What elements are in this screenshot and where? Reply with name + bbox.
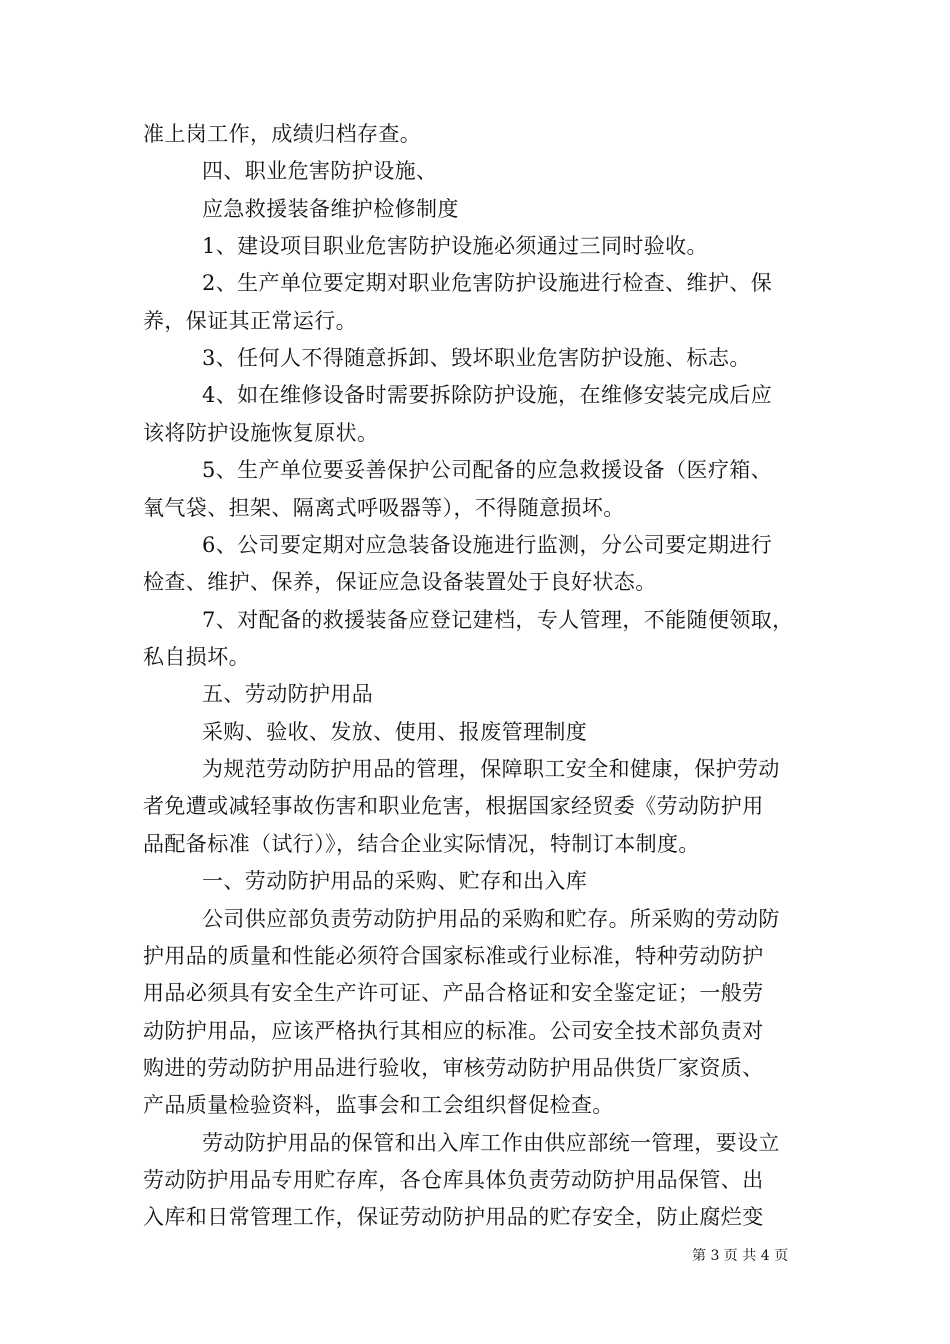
- text-line: 准上岗工作，成绩归档存查。: [143, 122, 422, 146]
- text-line: 劳动防护用品的保管和出入库工作由供应部统一管理，要设立: [202, 1131, 780, 1155]
- text-line: 用品必须具有安全生产许可证、产品合格证和安全鉴定证；一般劳: [143, 981, 764, 1005]
- text-line: 养，保证其正常运行。: [143, 309, 357, 333]
- text-line: 者免遭或减轻事故伤害和职业危害，根据国家经贸委《劳动防护用: [143, 794, 764, 818]
- text-line: 3、任何人不得随意拆卸、毁坏职业危害防护设施、标志。: [202, 346, 751, 370]
- text-line: 该将防护设施恢复原状。: [143, 421, 379, 445]
- section-heading: 应急救援装备维护检修制度: [202, 197, 459, 221]
- section-heading: 采购、验收、发放、使用、报废管理制度: [202, 720, 588, 744]
- text-line: 产品质量检验资料，监事会和工会组织督促检查。: [143, 1093, 614, 1117]
- text-line: 私自损坏。: [143, 645, 250, 669]
- text-line: 氧气袋、担架、隔离式呼吸器等），不得随意损坏。: [143, 496, 625, 520]
- text-line: 动防护用品，应该严格执行其相应的标准。公司安全技术部负责对: [143, 1019, 764, 1043]
- text-line: 公司供应部负责劳动防护用品的采购和贮存。所采购的劳动防: [202, 907, 780, 931]
- text-line: 品配备标准（试行）》，结合企业实际情况，特制订本制度。: [143, 832, 700, 856]
- text-line: 购进的劳动防护用品进行验收，审核劳动防护用品供货厂家资质、: [143, 1056, 764, 1080]
- text-line: 检查、维护、保养，保证应急设备装置处于良好状态。: [143, 570, 657, 594]
- text-line: 为规范劳动防护用品的管理，保障职工安全和健康，保护劳动: [202, 757, 780, 781]
- text-line: 入库和日常管理工作，保证劳动防护用品的贮存安全，防止腐烂变: [143, 1205, 764, 1229]
- text-line: 护用品的质量和性能必须符合国家标准或行业标准，特种劳动防护: [143, 944, 764, 968]
- text-line: 2、生产单位要定期对职业危害防护设施进行检查、维护、保: [202, 271, 773, 295]
- text-line: 4、如在维修设备时需要拆除防护设施，在维修安装完成后应: [202, 383, 773, 407]
- text-line: 1、建设项目职业危害防护设施必须通过三同时验收。: [202, 234, 708, 258]
- section-heading: 一、劳动防护用品的采购、贮存和出入库: [202, 869, 588, 893]
- page-number: 第 3 页 共 4 页: [692, 1248, 789, 1264]
- text-line: 6、公司要定期对应急装备设施进行监测，分公司要定期进行: [202, 533, 773, 557]
- text-line: 7、对配备的救援装备应登记建档，专人管理，不能随便领取，: [202, 608, 794, 632]
- section-heading: 五、劳动防护用品: [202, 682, 374, 706]
- section-heading: 四、职业危害防护设施、: [202, 159, 438, 183]
- text-line: 5、生产单位要妥善保护公司配备的应急救援设备（医疗箱、: [202, 458, 773, 482]
- text-line: 劳动防护用品专用贮存库，各仓库具体负责劳动防护用品保管、出: [143, 1168, 764, 1192]
